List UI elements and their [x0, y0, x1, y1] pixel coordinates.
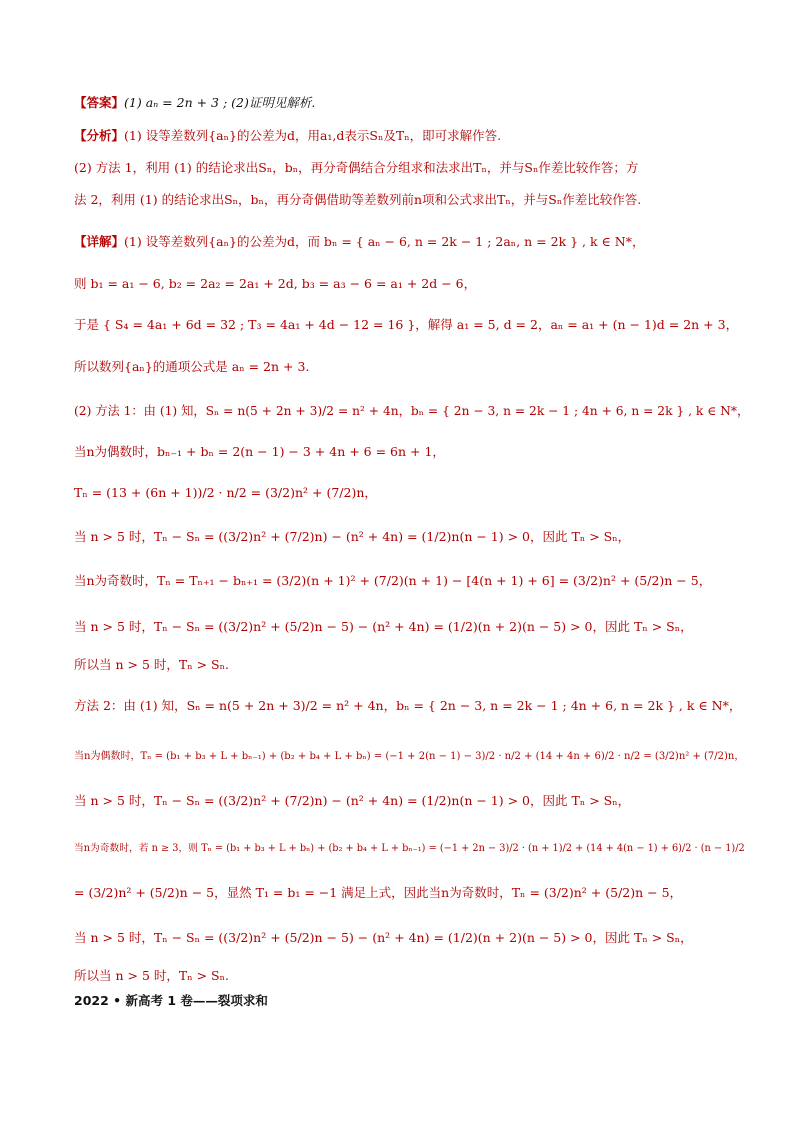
answer-label: 【答案】	[74, 95, 125, 110]
method1-line-7: 所以当 n > 5 时，Tₙ > Sₙ.	[74, 657, 229, 672]
method1-line-6: 当 n > 5 时，Tₙ − Sₙ = ((3/2)n² + (5/2)n − 5) − (n² + 4n) = (1/2)(n + 2)(n − 5) > 0，因此 Tₙ > Sₙ，	[74, 619, 693, 634]
method2-line-6: 当 n > 5 时，Tₙ − Sₙ = ((3/2)n² + (5/2)n − 5) − (n² + 4n) = (1/2)(n + 2)(n − 5) > 0，因此 Tₙ > Sₙ，	[74, 930, 693, 945]
method1-line-3: Tₙ = (13 + (6n + 1))/2 · n/2 = (3/2)n² + (7/2)n，	[74, 485, 377, 500]
detail-line-4: 所以数列{aₙ}的通项公式是 aₙ = 2n + 3.	[74, 359, 310, 374]
method2-line-4: 当n为奇数时，若 n ≥ 3，则 Tₙ = (b₁ + b₃ + L + bₙ) + (b₂ + b₄ + L + bₙ₋₁) = (−1 + 2n − 3)/2 · (n + 1)/2 + (14 + 4(n − 1) + 6)/2 · (n − 1)/2	[74, 843, 745, 854]
analysis-line-2b: 法 2，利用 (1) 的结论求出Sₙ，bₙ，再分奇偶借助等差数列前n项和公式求出Tₙ，并与Sₙ作差比较作答.	[74, 192, 642, 207]
method1-line-5: 当n为奇数时，Tₙ = Tₙ₊₁ − bₙ₊₁ = (3/2)(n + 1)² + (7/2)(n + 1) − [4(n + 1) + 6] = (3/2)n² + (5/2)n − 5，	[74, 573, 712, 588]
detail-line-2: 则 b₁ = a₁ − 6, b₂ = 2a₂ = 2a₁ + 2d, b₃ = a₃ − 6 = a₁ + 2d − 6，	[74, 276, 477, 291]
method2-line-1: 方法 2：由 (1) 知，Sₙ = n(5 + 2n + 3)/2 = n² + 4n，bₙ = { 2n − 3, n = 2k − 1 ; 4n + 6, n = 2k } , k ∈ N*，	[74, 698, 742, 713]
method2-line-7: 所以当 n > 5 时，Tₙ > Sₙ.	[74, 968, 229, 983]
detail-text-1: (1) 设等差数列{aₙ}的公差为d，而 bₙ = { aₙ − 6, n = 2k − 1 ; 2aₙ, n = 2k } , k ∈ N*，	[124, 234, 645, 249]
detail-line-3: 于是 { S₄ = 4a₁ + 6d = 32 ; T₃ = 4a₁ + 4d − 12 = 16 }，解得 a₁ = 5, d = 2，aₙ = a₁ + (n − 1)d = 2n + 3，	[74, 317, 739, 332]
answer-line	[74, 94, 734, 112]
analysis-line-2a: (2) 方法 1，利用 (1) 的结论求出Sₙ，bₙ，再分奇偶结合分组求和法求出Tₙ，并与Sₙ作差比较作答；方	[74, 160, 639, 175]
detail-label: 【详解】	[74, 234, 125, 249]
answer-text: (1) aₙ = 2n + 3 ; (2)证明见解析.	[124, 95, 316, 110]
analysis-line-1	[74, 127, 734, 145]
analysis-label: 【分析】	[74, 128, 125, 143]
method2-line-3: 当 n > 5 时，Tₙ − Sₙ = ((3/2)n² + (7/2)n) − (n² + 4n) = (1/2)n(n − 1) > 0，因此 Tₙ > Sₙ，	[74, 793, 631, 808]
method2-line-5: = (3/2)n² + (5/2)n − 5，显然 T₁ = b₁ = −1 满足上式，因此当n为奇数时，Tₙ = (3/2)n² + (5/2)n − 5，	[74, 885, 683, 900]
method2-line-2: 当n为偶数时，Tₙ = (b₁ + b₃ + L + bₙ₋₁) + (b₂ + b₄ + L + bₙ) = (−1 + 2(n − 1) − 3)/2 · n/2 + (14 + 4n + 6)/2 · n/2 = (3/2)n² + (7/2)n，	[74, 751, 745, 762]
method1-line-1: (2) 方法 1：由 (1) 知，Sₙ = n(5 + 2n + 3)/2 = n² + 4n，bₙ = { 2n − 3, n = 2k − 1 ; 4n + 6, n = 2k } , k ∈ N*，	[74, 404, 750, 418]
method1-line-4: 当 n > 5 时，Tₙ − Sₙ = ((3/2)n² + (7/2)n) − (n² + 4n) = (1/2)n(n − 1) > 0，因此 Tₙ > Sₙ，	[74, 529, 631, 544]
detail-line-1	[74, 233, 734, 251]
analysis-text-1: (1) 设等差数列{aₙ}的公差为d，用a₁,d表示Sₙ及Tₙ，即可求解作答.	[124, 128, 502, 143]
section-footer-title: 2022 • 新高考 1 卷——裂项求和	[74, 993, 268, 1008]
method1-line-2: 当n为偶数时，bₙ₋₁ + bₙ = 2(n − 1) − 3 + 4n + 6 = 6n + 1，	[74, 444, 445, 459]
